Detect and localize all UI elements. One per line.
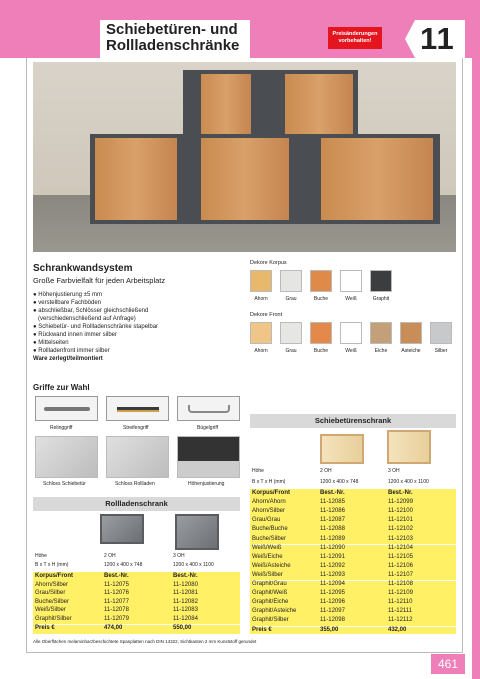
table-cell: Weiß/Weiß	[252, 544, 282, 551]
swatch-dekore_korpus-4	[370, 270, 392, 292]
handle-label-2: Streifengriff	[123, 425, 149, 431]
schiebetuer-col1: 2 OH	[320, 468, 332, 474]
table-cell: 11-12087	[320, 517, 345, 524]
table-cell: Graphit/Asteiche	[252, 608, 297, 615]
swatch-dekore_korpus-1	[280, 270, 302, 292]
table-header: Best.-Nr.	[320, 490, 345, 496]
table-cell: 11-12075	[104, 581, 129, 588]
table-cell: 11-12099	[388, 499, 413, 506]
dekore-korpus-label: Dekore Korpus	[250, 260, 287, 266]
swatch-label: Silber	[434, 348, 448, 354]
system-title: Schrankwandsystem	[33, 263, 133, 274]
table-cell: Weiß/Asteiche	[252, 562, 291, 569]
price-cell: 550,00	[173, 624, 192, 631]
swatch-dekore_front-2	[310, 322, 332, 344]
swatch-dekore_front-4	[370, 322, 392, 344]
table-cell: 11-12091	[320, 553, 345, 560]
swatch-label: Ahorn	[254, 296, 268, 302]
table-cell: 11-12111	[388, 608, 413, 615]
price-cell: Preis €	[252, 626, 272, 633]
swatch-dekore_front-6	[430, 322, 452, 344]
table-cell: Ahorn/Silber	[35, 581, 69, 588]
bullet-list: ● Höhenjustierung ±5 mm ● verstellbare Fachböden ● abschließbar, Schlösser gleichschließend (verschiedenschließend auf Anfrage) ● Schiebetür- und Rollladenschränke stapelbar ● Rückwand innen immer silber ● Mittelseiten ● Rollladenfront immer silber Ware zerlegt/teilmontiert	[33, 292, 159, 362]
table-cell: Ahorn/Ahorn	[252, 499, 286, 506]
chapter-number: 11	[420, 21, 455, 56]
table-cell: 11-12082	[173, 598, 198, 605]
table-cell: 11-12086	[320, 508, 345, 515]
table-cell: 11-12088	[320, 526, 345, 533]
swatch-dekore_korpus-0	[250, 270, 272, 292]
table-cell: Graphit/Weiß	[252, 590, 288, 597]
table-cell: 11-12103	[388, 535, 413, 542]
table-cell: 11-12090	[320, 544, 345, 551]
table-cell: 11-12083	[173, 607, 198, 614]
swatch-label: Buche	[313, 348, 329, 354]
table-divider	[252, 626, 458, 627]
swatch-dekore_korpus-2	[310, 270, 332, 292]
roller-cabinet-3oh-image	[175, 514, 219, 550]
bow-handle-image	[177, 396, 240, 421]
table-header: Korpus/Front	[252, 490, 290, 496]
schiebetuer-title: Schiebetürenschrank	[250, 414, 456, 428]
table-cell: 11-12097	[320, 608, 345, 615]
table-cell: 11-12105	[388, 553, 413, 560]
table-cell: Grau/Silber	[35, 590, 66, 597]
table-cell: 11-12081	[173, 590, 198, 597]
table-cell: 11-12096	[320, 599, 345, 606]
product-photo	[33, 62, 456, 252]
handle-label-3: Bügelgriff	[197, 425, 219, 431]
table-cell: Weiß/Silber	[35, 607, 66, 614]
table-cell: 11-12093	[320, 571, 345, 578]
table-cell: Graphit/Silber	[252, 617, 289, 624]
swatch-label: Buche	[313, 296, 329, 302]
swatch-dekore_front-5	[400, 322, 422, 344]
sliding-cabinet-3oh-image	[387, 430, 431, 464]
table-cell: 11-12095	[320, 590, 345, 597]
table-cell: Buche/Silber	[35, 598, 70, 605]
price-notice-badge: Preisänderungen vorbehalten!	[328, 27, 382, 49]
lock-label-3: Höhenjustierung	[188, 481, 225, 487]
system-subtitle: Große Farbvielfalt für jeden Arbeitsplatz	[33, 276, 166, 285]
price-cell: 432,00	[388, 626, 407, 633]
rollladen-dims-label: B x T x H (mm)	[35, 562, 69, 568]
rollladen-col1: 2 OH	[104, 553, 116, 559]
swatch-label: Weiß	[345, 296, 357, 302]
schiebetuer-dim2: 1200 x 400 x 1100	[388, 479, 429, 485]
page-title: Schiebetüren- und Rollladenschränke	[106, 21, 240, 54]
dekore-front-label: Dekore Front	[250, 312, 283, 318]
swatch-dekore_front-3	[340, 322, 362, 344]
table-divider	[252, 544, 458, 545]
table-cell: 11-12092	[320, 562, 345, 569]
table-cell: 11-12112	[388, 617, 413, 624]
rollladen-col2: 3 OH	[173, 553, 185, 559]
table-header: Korpus/Front	[35, 573, 73, 579]
price-cell: 355,00	[320, 626, 339, 633]
lock-label-2: Schloss Rollladen	[115, 481, 155, 487]
table-cell: 11-12100	[388, 508, 413, 515]
table-cell: 11-12078	[104, 607, 129, 614]
table-divider	[35, 624, 241, 625]
table-cell: 11-12106	[388, 562, 413, 569]
table-cell: 11-12084	[173, 616, 198, 622]
table-cell: 11-12094	[320, 581, 345, 587]
page-number: 461	[431, 654, 465, 674]
swatch-label: Graphit	[372, 296, 390, 302]
table-cell: 11-12107	[388, 571, 413, 578]
height-adjust-image	[177, 436, 240, 478]
table-cell: 11-12110	[388, 599, 413, 606]
rollladen-dim2: 1200 x 400 x 1100	[173, 562, 214, 568]
sliding-door-lock-image	[35, 436, 98, 478]
table-cell: Graphit/Eiche	[252, 599, 289, 606]
side-bar	[472, 58, 480, 679]
strip-handle-image	[106, 396, 169, 421]
table-header: Best.-Nr.	[104, 573, 129, 579]
swatch-dekore_front-0	[250, 322, 272, 344]
schiebetuer-col2: 3 OH	[388, 468, 400, 474]
table-cell: Grau/Grau	[252, 517, 281, 524]
swatch-label: Weiß	[345, 348, 357, 354]
lock-label-1: Schloss Schiebetür	[43, 481, 86, 487]
roller-cabinet-2oh-image	[100, 514, 144, 544]
footer-note: Alle Oberflächen melaminharzbeschichtete Spanplatten nach DIN 14322, Sichtkanten 2 mm Kunststoff gerundet	[33, 639, 257, 644]
sliding-cabinet-2oh-image	[320, 434, 364, 464]
table-cell: Ahorn/Silber	[252, 508, 286, 515]
rollladen-dim1: 1200 x 400 x 748	[104, 562, 143, 568]
swatch-dekore_korpus-3	[340, 270, 362, 292]
swatch-label: Grau	[285, 348, 297, 354]
table-header: Best.-Nr.	[388, 490, 413, 496]
schiebetuer-dim1: 1200 x 400 x 748	[320, 479, 359, 485]
reling-handle-image	[35, 396, 98, 421]
roller-lock-image	[106, 436, 169, 478]
swatch-label: Eiche	[374, 348, 388, 354]
handle-label-1: Relinggriff	[50, 425, 73, 431]
swatch-label: Grau	[285, 296, 297, 302]
table-cell: 11-12080	[173, 581, 198, 588]
table-cell: 11-12076	[104, 590, 129, 597]
table-header: Best.-Nr.	[173, 573, 198, 579]
table-cell: Weiß/Silber	[252, 571, 283, 578]
price-cell: 474,00	[104, 624, 123, 631]
schiebetuer-dims-label: B x T x H (mm)	[252, 479, 286, 485]
table-cell: 11-12101	[388, 517, 413, 524]
rollladen-title: Rollladenschrank	[33, 497, 240, 511]
table-cell: Graphit/Grau	[252, 581, 287, 587]
schiebetuer-height-label: Höhe	[252, 468, 264, 474]
table-cell: Weiß/Eiche	[252, 553, 283, 560]
swatch-dekore_front-1	[280, 322, 302, 344]
table-cell: 11-12104	[388, 544, 413, 551]
table-cell: Buche/Silber	[252, 535, 287, 542]
griffe-title: Griffe zur Wahl	[33, 383, 90, 392]
table-cell: 11-12077	[104, 598, 129, 605]
table-cell: 11-12085	[320, 499, 345, 506]
rollladen-height-label: Höhe	[35, 553, 47, 559]
swatch-label: Asteiche	[401, 348, 421, 354]
table-cell: 11-12098	[320, 617, 345, 624]
table-cell: Buche/Buche	[252, 526, 288, 533]
table-cell: 11-12102	[388, 526, 413, 533]
swatch-label: Ahorn	[254, 348, 268, 354]
price-cell: Preis €	[35, 624, 55, 631]
table-cell: 11-12109	[388, 590, 413, 597]
table-cell: 11-12079	[104, 616, 129, 622]
table-cell: 11-12089	[320, 535, 345, 542]
table-cell: 11-12108	[388, 581, 413, 587]
table-cell: Graphit/Silber	[35, 616, 72, 622]
